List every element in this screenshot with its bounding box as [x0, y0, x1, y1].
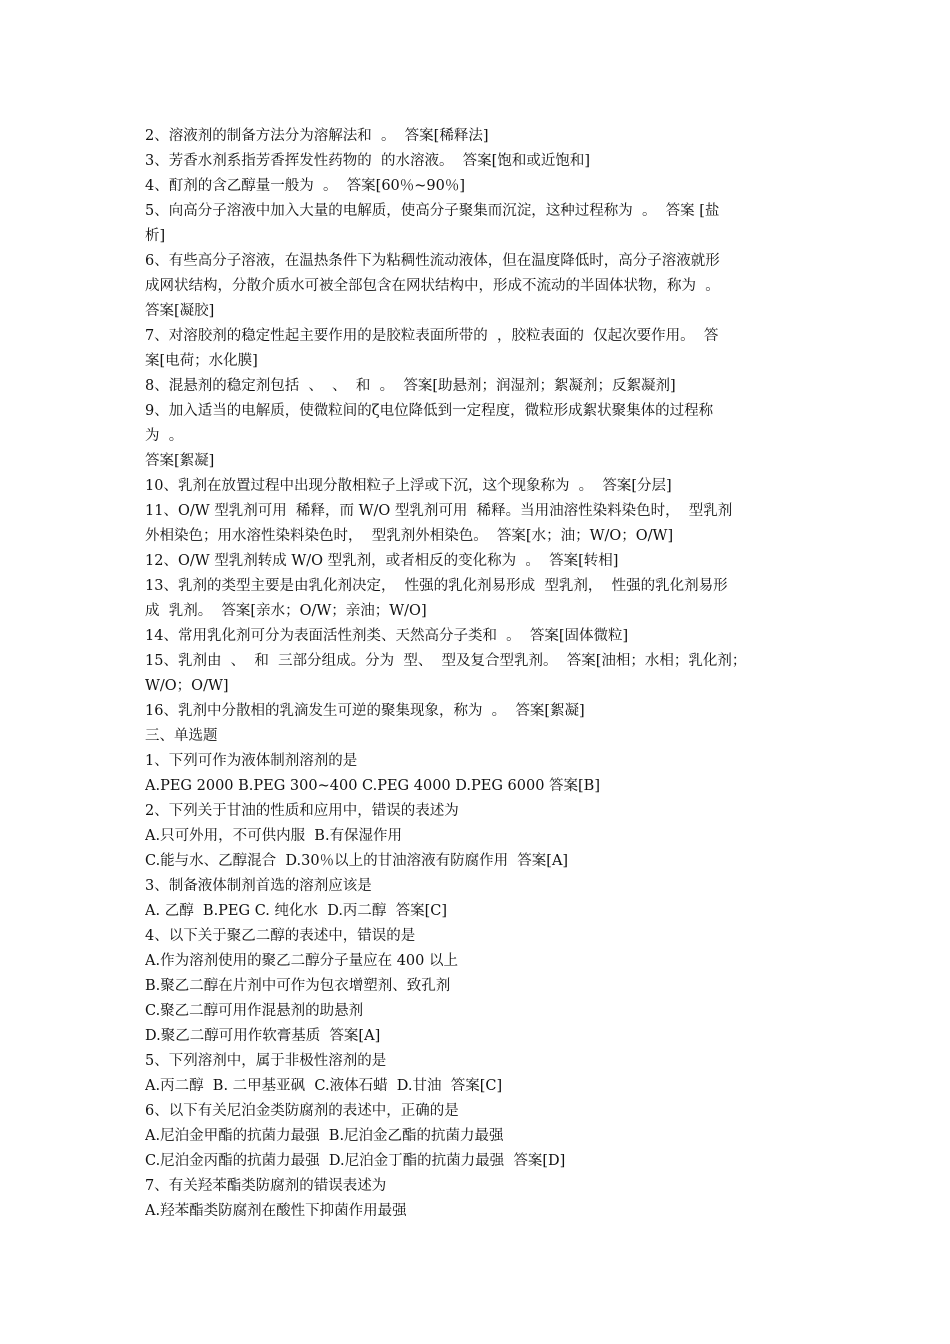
- text-line: 答案[凝胶]: [145, 303, 215, 319]
- text-line: 7、对溶胶剂的稳定性起主要作用的是胶粒表面所带的 ，胶粒表面的 仅起次要作用。 答: [145, 328, 719, 344]
- text-line: 6、有些高分子溶液，在温热条件下为粘稠性流动液体，但在温度降低时，高分子溶液就形: [145, 253, 720, 269]
- text-line: 4、酊剂的含乙醇量一般为 。 答案[60％~90％]: [145, 178, 466, 194]
- section-heading: 三、单选题: [145, 728, 218, 744]
- question-line: 2、下列关于甘油的性质和应用中，错误的表述为: [145, 803, 459, 819]
- options-line: A.丙二醇 B. 二甲基亚砜 C.液体石蜡 D.甘油 答案[C]: [145, 1078, 503, 1094]
- text-line: 案[电荷；水化膜]: [145, 353, 258, 369]
- question-line: 4、以下关于聚乙二醇的表述中，错误的是: [145, 928, 416, 944]
- text-line: 外相染色；用水溶性染料染色时， 型乳剂外相染色。 答案[水；油；W/O；O/W]: [145, 528, 674, 544]
- options-line: C.能与水、乙醇混合 D.30％以上的甘油溶液有防腐作用 答案[A]: [145, 853, 569, 869]
- text-line: 答案[絮凝]: [145, 453, 215, 469]
- text-line: 13、乳剂的类型主要是由乳化剂决定， 性强的乳化剂易形成 型乳剂， 性强的乳化剂易形: [145, 578, 728, 594]
- text-line: 10、乳剂在放置过程中出现分散相粒子上浮或下沉，这个现象称为 。 答案[分层]: [145, 478, 672, 494]
- options-line: A.羟苯酯类防腐剂在酸性下抑菌作用最强: [145, 1203, 407, 1219]
- text-line: 12、O/W 型乳剂转成 W/O 型乳剂，或者相反的变化称为 。 答案[转相]: [145, 553, 619, 569]
- text-line: 11、O/W 型乳剂可用 稀释，而 W/O 型乳剂可用 稀释。当用油溶性染料染色时， 型乳剂: [145, 503, 733, 519]
- options-line: D.聚乙二醇可用作软膏基质 答案[A]: [145, 1028, 381, 1044]
- options-line: A.PEG 2000 B.PEG 300~400 C.PEG 4000 D.PEG 6000 答案[B]: [145, 778, 600, 794]
- options-line: A.尼泊金甲酯的抗菌力最强 B.尼泊金乙酯的抗菌力最强: [145, 1128, 504, 1144]
- text-line: 9、加入适当的电解质，使微粒间的ζ电位降低到一定程度，微粒形成絮状聚集体的过程称: [145, 403, 714, 419]
- text-line: 14、常用乳化剂可分为表面活性剂类、天然高分子类和 。 答案[固体微粒]: [145, 628, 629, 644]
- text-line: 3、芳香水剂系指芳香挥发性药物的 的水溶液。 答案[饱和或近饱和]: [145, 153, 590, 169]
- options-line: C.尼泊金丙酯的抗菌力最强 D.尼泊金丁酯的抗菌力最强 答案[D]: [145, 1153, 566, 1169]
- document-page: [145, 124, 817, 1224]
- options-line: A.作为溶剂使用的聚乙二醇分子量应在 400 以上: [145, 953, 458, 969]
- options-line: A. 乙醇 B.PEG C. 纯化水 D.丙二醇 答案[C]: [145, 903, 448, 919]
- question-line: 6、以下有关尼泊金类防腐剂的表述中，正确的是: [145, 1103, 459, 1119]
- options-line: B.聚乙二醇在片剂中可作为包衣增塑剂、致孔剂: [145, 978, 451, 994]
- text-line: 2、溶液剂的制备方法分为溶解法和 。 答案[稀释法]: [145, 128, 489, 144]
- text-line: 15、乳剂由 、 和 三部分组成。分为 型、 型及复合型乳剂。 答案[油相；水相；乳化剂；: [145, 653, 747, 669]
- text-line: W/O；O/W]: [145, 678, 229, 694]
- options-line: C.聚乙二醇可用作混悬剂的助悬剂: [145, 1003, 364, 1019]
- text-line: 成 乳剂。 答案[亲水；O/W；亲油；W/O]: [145, 603, 427, 619]
- question-line: 1、下列可作为液体制剂溶剂的是: [145, 753, 358, 769]
- text-line: 析]: [145, 228, 166, 244]
- text-line: 8、混悬剂的稳定剂包括 、 、 和 。 答案[助悬剂；润湿剂；絮凝剂；反絮凝剂]: [145, 378, 676, 394]
- options-line: A.只可外用，不可供内服 B.有保湿作用: [145, 828, 403, 844]
- question-line: 5、下列溶剂中，属于非极性溶剂的是: [145, 1053, 387, 1069]
- text-line: 5、向高分子溶液中加入大量的电解质，使高分子聚集而沉淀，这种过程称为 。 答案 [盐: [145, 203, 720, 219]
- text-line: 为 。: [145, 428, 184, 444]
- text-line: 16、乳剂中分散相的乳滴发生可逆的聚集现象，称为 。 答案[絮凝]: [145, 703, 585, 719]
- text-line: 成网状结构，分散介质水可被全部包含在网状结构中，形成不流动的半固体状物，称为 。: [145, 278, 720, 294]
- question-line: 7、有关羟苯酯类防腐剂的错误表述为: [145, 1178, 387, 1194]
- question-line: 3、制备液体制剂首选的溶剂应该是: [145, 878, 372, 894]
